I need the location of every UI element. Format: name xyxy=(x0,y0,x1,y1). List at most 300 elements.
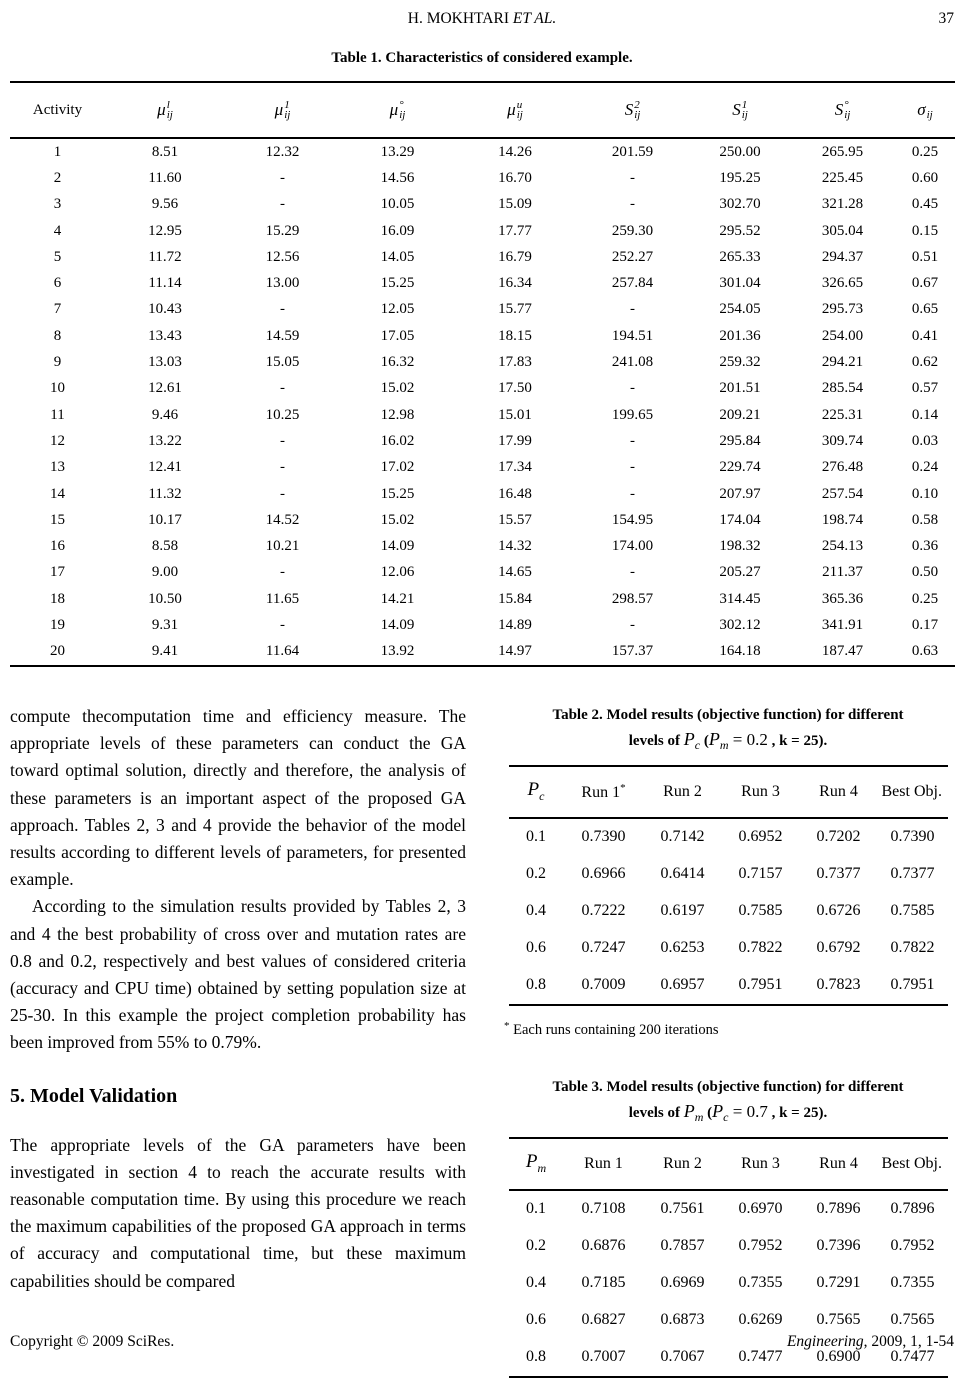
table1-cell: 276.48 xyxy=(821,459,864,476)
table1-cell: 0.63 xyxy=(895,639,955,666)
table1-row xyxy=(10,165,955,191)
table1-cell: 265.33 xyxy=(719,248,761,265)
table3-cell: 0.4 xyxy=(526,1274,546,1292)
caption-part: , k = 25). xyxy=(767,1104,828,1121)
caption-part: levels of xyxy=(628,1104,684,1121)
table1-cell: 295.84 xyxy=(719,432,761,449)
journal-reference xyxy=(787,1333,954,1351)
table1-cell: 205.27 xyxy=(719,564,761,581)
table1-cell: 9.46 xyxy=(151,406,179,423)
table2-cell: 0.6966 xyxy=(581,865,626,883)
table2-cell: 0.7377 xyxy=(890,865,935,883)
table1-cell: 17.05 xyxy=(380,327,415,344)
table1-cell: 15.01 xyxy=(498,406,532,423)
section-heading: 5. Model Validation xyxy=(10,1084,178,1107)
body-paragraph: compute thecomputation time and efficiency measure. The appropriate levels of these parameters can conduct the GA toward optimal solution, directly and therefore, the analysis of these parameters is an important aspect of the proposed GA approach. Tables 2, 3 and 4 provide the behavior of the model results according to different levels of parameters, for presented example. xyxy=(10,705,466,890)
table1-cell: - xyxy=(280,564,285,581)
table1-cell: 16.02 xyxy=(380,432,415,449)
table2-cell: 0.6957 xyxy=(644,967,722,1005)
right-column xyxy=(502,703,954,1378)
table3-column-header: Run 1 xyxy=(564,1138,644,1190)
table2-cell: 0.7823 xyxy=(800,967,878,1005)
table2-cell: 0.6 xyxy=(526,939,546,957)
table1-row xyxy=(10,376,955,402)
table1-cell: 2 xyxy=(53,169,62,186)
table1-cell: 12.98 xyxy=(380,406,415,423)
table1-cell: 10.21 xyxy=(265,538,300,555)
table1-cell: - xyxy=(280,169,285,186)
table1-cell: 12.56 xyxy=(265,248,300,265)
table2-cell: 0.7222 xyxy=(581,902,626,920)
table1-cell: 8.51 xyxy=(151,143,179,160)
math-symbol: S ° ij xyxy=(834,99,851,121)
table2-column-header: Best Obj. xyxy=(878,766,948,818)
table1-header-row xyxy=(10,82,955,138)
table1-cell: 201.36 xyxy=(719,327,761,344)
table3-row xyxy=(509,1228,948,1265)
table1-cell: 194.51 xyxy=(611,327,654,344)
table3-cell: 0.7067 xyxy=(644,1339,722,1377)
table3-cell: 0.6 xyxy=(526,1311,546,1329)
table3-row xyxy=(509,1265,948,1302)
table1-column-header xyxy=(790,82,895,138)
table1-cell: 7 xyxy=(53,301,62,318)
table1-cell: 211.37 xyxy=(822,564,863,581)
table1-cell: 294.37 xyxy=(821,248,864,265)
table1-cell: 365.36 xyxy=(821,590,864,607)
table1-body xyxy=(10,138,955,666)
table1-cell: 11 xyxy=(50,406,65,423)
table1-cell: 15.84 xyxy=(498,590,532,607)
table1-cell: 16.09 xyxy=(380,222,415,239)
table3-cell: 0.7291 xyxy=(816,1274,861,1292)
body-paragraph: The appropriate levels of the GA parameters have been investigated in section 4 to reach the accurate results with reasonable computation time. By using this procedure we reach the maximum capabilities of the proposed GA approach in terms of accuracy and computational time, but these maximum capabilities should be compared xyxy=(10,1134,466,1291)
page-number: 37 xyxy=(938,10,954,27)
caption-part: = 0.7 xyxy=(728,1101,768,1121)
math-symbol: S 2 ij xyxy=(624,99,641,121)
journal-name: Engineering xyxy=(786,1333,864,1350)
table1-cell: - xyxy=(280,616,285,633)
table1-cell: 14.56 xyxy=(380,169,415,186)
table1-cell: - xyxy=(630,564,635,581)
table2-cell: 0.7247 xyxy=(581,939,626,957)
table1-cell: 314.45 xyxy=(719,590,761,607)
table1-cell: 8.58 xyxy=(151,538,179,555)
table1-cell: 17.77 xyxy=(498,222,532,239)
table2-caption-line1: Table 2. Model results (objective function) for different xyxy=(552,706,904,723)
table3-column-header: Run 3 xyxy=(722,1138,800,1190)
table3-cell: 0.7355 xyxy=(738,1274,783,1292)
table2-cell: 0.7585 xyxy=(890,902,935,920)
table3-cell: 0.7857 xyxy=(660,1237,705,1255)
table1-cell: 252.27 xyxy=(611,248,654,265)
table2-caption-line2 xyxy=(628,728,828,752)
table1-cell: 0.62 xyxy=(911,354,939,371)
table3-cell: 0.6876 xyxy=(581,1237,626,1255)
table1-cell: 326.65 xyxy=(821,275,864,292)
caption-part: P xyxy=(683,728,695,749)
table1-cell: 259.30 xyxy=(611,222,654,239)
table1-cell: 20 xyxy=(10,639,105,666)
table2-cell: 0.7009 xyxy=(564,967,644,1005)
table3-cell: 0.7477 xyxy=(722,1339,800,1377)
table1-column-header xyxy=(690,82,790,138)
table1-cell: 15.29 xyxy=(265,222,300,239)
table1-cell: 209.21 xyxy=(719,406,761,423)
table1-cell: 254.13 xyxy=(821,538,864,555)
table3-cell: 0.7565 xyxy=(890,1311,935,1329)
table2-column-header: Run 4 xyxy=(800,766,878,818)
table1-cell: 0.24 xyxy=(911,459,939,476)
table1-cell: 11.32 xyxy=(148,485,182,502)
table3-cell: 0.2 xyxy=(526,1237,546,1255)
table1-cell: 11.72 xyxy=(148,248,182,265)
table2-column-header: $P_c$ xyxy=(509,766,564,818)
table2-cell: 0.7377 xyxy=(816,865,861,883)
table1-cell: 9.31 xyxy=(151,616,179,633)
table1-cell: 257.84 xyxy=(611,275,654,292)
table1-cell: 17.99 xyxy=(498,432,532,449)
running-head-authors: H. MOKHTARI xyxy=(407,10,513,27)
table1-cell: 15.05 xyxy=(265,354,300,371)
table3-cell: 0.7952 xyxy=(890,1237,935,1255)
table1-cell: 13.43 xyxy=(148,327,182,344)
table2-header-row xyxy=(509,766,948,818)
table3-cell: 0.7952 xyxy=(738,1237,783,1255)
table1-row xyxy=(10,481,955,507)
math-symbol: μ 1 ij xyxy=(274,99,291,121)
table3-cell: 0.7355 xyxy=(890,1274,935,1292)
footnote-asterisk: * xyxy=(504,1019,510,1032)
table1-cell: 302.70 xyxy=(719,196,761,213)
table1-cell: 0.65 xyxy=(911,301,939,318)
table3-cell: 0.7896 xyxy=(890,1200,935,1218)
table1-cell: 1 xyxy=(53,143,62,160)
table1-cell: 6 xyxy=(53,275,62,292)
table1-cell: 13.22 xyxy=(148,432,182,449)
table1-cell: 17.50 xyxy=(498,380,532,397)
table2-cell: 0.7951 xyxy=(878,967,948,1005)
table1-cell: 174.04 xyxy=(719,511,761,528)
table2-cell: 0.7390 xyxy=(581,828,626,846)
table2-footnote xyxy=(504,1020,954,1039)
table2-cell: 0.6414 xyxy=(660,865,705,883)
table1-cell: - xyxy=(630,169,635,186)
journal-issue: , 2009, 1, 1-54 xyxy=(863,1333,954,1350)
table3-cell: 0.6900 xyxy=(800,1339,878,1377)
table1-cell: 15 xyxy=(50,511,65,528)
table2-column-header: Run 3 xyxy=(722,766,800,818)
table1-cell: - xyxy=(630,616,635,633)
table1-cell: 12.61 xyxy=(148,380,182,397)
table1-cell: 13.03 xyxy=(148,354,182,371)
caption-part: m xyxy=(719,737,729,752)
table1-row xyxy=(10,507,955,533)
table1-cell: 0.15 xyxy=(911,222,939,239)
left-column xyxy=(10,703,466,1378)
table1-cell: - xyxy=(630,485,635,502)
table1-cell: 14.32 xyxy=(498,538,532,555)
table1-cell: 198.74 xyxy=(821,511,864,528)
table1-cell: 0.14 xyxy=(911,406,939,423)
table3-cell: 0.6969 xyxy=(660,1274,705,1292)
table2-cell: 0.6792 xyxy=(816,939,861,957)
table3-cell: 0.6269 xyxy=(738,1311,783,1329)
table3-column-header: Run 2 xyxy=(644,1138,722,1190)
table1-column-header xyxy=(895,82,955,138)
table2-cell: 0.7142 xyxy=(660,828,705,846)
table1-cell: 0.51 xyxy=(911,248,939,265)
table2 xyxy=(509,765,948,1006)
table1-row xyxy=(10,428,955,454)
table1-cell: 259.32 xyxy=(719,354,761,371)
table1-cell: 11.14 xyxy=(148,275,182,292)
table1-cell: 0.45 xyxy=(911,196,939,213)
table3-caption-line1: Table 3. Model results (objective function) for different xyxy=(552,1078,904,1095)
table1-cell: 14.59 xyxy=(265,327,300,344)
table1-cell: 13.92 xyxy=(340,639,455,666)
table3-cell: 0.6873 xyxy=(660,1311,705,1329)
table1-cell: 18 xyxy=(50,590,65,607)
table1-cell: 164.18 xyxy=(690,639,790,666)
table1-cell: 14.65 xyxy=(498,564,532,581)
body-paragraph: According to the simulation results provided by Tables 2, 3 and 4 the best probability of cross over and mutation rates are 0.8 and 0.2, respectively and best values of considered criteria (accuracy and CPU time) obtained by setting population size at 25-30. In this example the project completion probability has been improved from 55% to 0.79%. xyxy=(10,896,466,1053)
table1-cell: 15.25 xyxy=(380,485,415,502)
table1-cell: 265.95 xyxy=(821,143,864,160)
table3-cell: 0.7896 xyxy=(816,1200,861,1218)
running-head xyxy=(10,10,954,32)
table3-cell: 0.7396 xyxy=(816,1237,861,1255)
table1-cell: 10.25 xyxy=(265,406,300,423)
table1-cell: - xyxy=(630,459,635,476)
table3-caption xyxy=(502,1075,954,1129)
table2-caption xyxy=(502,703,954,757)
table1-cell: 0.41 xyxy=(911,327,939,344)
table1-cell: 14.09 xyxy=(380,616,415,633)
table3-cell: 0.7565 xyxy=(816,1311,861,1329)
table1-column-header xyxy=(455,82,575,138)
table2-body xyxy=(509,818,948,1005)
table1-cell: 10.05 xyxy=(380,196,415,213)
table1-row xyxy=(10,586,955,612)
table1-cell: 294.21 xyxy=(821,354,864,371)
math-symbol: S 1 ij xyxy=(732,99,748,121)
caption-part: c xyxy=(694,737,701,752)
math-symbol: μ u ij xyxy=(507,99,523,121)
table1-cell: 11.64 xyxy=(225,639,340,666)
table1-column-header xyxy=(340,82,455,138)
table1-cell: 12.95 xyxy=(148,222,182,239)
table1-cell: 301.04 xyxy=(719,275,761,292)
table1-cell: - xyxy=(280,301,285,318)
table1-cell: 0.67 xyxy=(911,275,939,292)
table1-column-header: Activity xyxy=(10,82,105,138)
table1-cell: 0.36 xyxy=(911,538,939,555)
table2-cell: 0.8 xyxy=(509,967,564,1005)
math-symbol: μ l ij xyxy=(157,99,173,121)
table1-cell: - xyxy=(630,301,635,318)
table2-column-header: Run 2 xyxy=(644,766,722,818)
table1-cell: 16.32 xyxy=(380,354,415,371)
table1-cell: 295.52 xyxy=(719,222,761,239)
table1-cell: 16.48 xyxy=(498,485,532,502)
table1-cell: - xyxy=(630,380,635,397)
table1-row xyxy=(10,402,955,428)
table1-row xyxy=(10,349,955,375)
table1-cell: 199.65 xyxy=(611,406,654,423)
table1-cell: 16.34 xyxy=(498,275,532,292)
table1-row xyxy=(10,218,955,244)
table1-cell: 15.77 xyxy=(498,301,532,318)
footnote-text: Each runs containing 200 iterations xyxy=(509,1021,719,1038)
table1-cell: 15.02 xyxy=(380,380,415,397)
table3-cell: 0.7477 xyxy=(878,1339,948,1377)
table1-column-header xyxy=(575,82,690,138)
table1-cell: 295.73 xyxy=(821,301,864,318)
table1-cell: 154.95 xyxy=(611,511,654,528)
caption-part: c xyxy=(723,1109,729,1124)
table1-cell: 9.41 xyxy=(105,639,225,666)
table1-row xyxy=(10,270,955,296)
table3-cell: 0.7561 xyxy=(660,1200,705,1218)
caption-part: ( xyxy=(703,1104,713,1121)
table1-cell: 241.08 xyxy=(611,354,654,371)
table1-row xyxy=(10,192,955,218)
table1-cell: 13.29 xyxy=(380,143,415,160)
math-symbol: μ ° ij xyxy=(389,99,406,121)
table3-row xyxy=(509,1190,948,1228)
table1-cell: 0.60 xyxy=(911,169,939,186)
table2-cell: 0.1 xyxy=(526,828,546,846)
copyright-notice: Copyright © 2009 SciRes. xyxy=(10,1333,175,1350)
table2-column-header: Run 1* xyxy=(564,766,644,818)
table2-cell: 0.7202 xyxy=(816,828,861,846)
table1-cell: 225.45 xyxy=(821,169,864,186)
table1-cell: 0.58 xyxy=(911,511,939,528)
table1-cell: 302.12 xyxy=(719,616,761,633)
table1-cell: 17.34 xyxy=(498,459,532,476)
table1-row xyxy=(10,533,955,559)
table2-cell: 0.7822 xyxy=(890,939,935,957)
table1-cell: 12 xyxy=(50,432,65,449)
table1-cell: 17 xyxy=(50,564,65,581)
table1-cell: - xyxy=(630,196,635,213)
table1-cell: - xyxy=(280,380,285,397)
caption-part: ( xyxy=(700,732,709,749)
two-column-section xyxy=(10,703,954,1378)
table1-cell: 14 xyxy=(50,485,65,502)
table1-cell: 14.21 xyxy=(380,590,415,607)
table3-cell: 0.7108 xyxy=(581,1200,626,1218)
table1-cell: 198.32 xyxy=(719,538,761,555)
caption-part: levels of xyxy=(628,732,684,749)
table1-cell: 15.02 xyxy=(380,511,415,528)
caption-part: P xyxy=(708,728,720,749)
caption-part: P xyxy=(683,1100,695,1121)
table1-cell: 11.60 xyxy=(148,169,182,186)
table1-cell: 15.25 xyxy=(380,275,415,292)
page-footer xyxy=(10,1333,954,1351)
table2-row xyxy=(509,967,948,1005)
table1-cell: 19 xyxy=(50,616,65,633)
running-head-etal: ET AL. xyxy=(512,10,557,27)
table1-caption: Table 1. Characteristics of considered example. xyxy=(331,50,633,66)
table1-cell: 9.00 xyxy=(151,564,179,581)
table1-row xyxy=(10,612,955,638)
table1-cell: 16.70 xyxy=(498,169,532,186)
table2-cell: 0.7157 xyxy=(738,865,783,883)
table1-cell: 0.17 xyxy=(911,616,939,633)
table1-cell: 305.04 xyxy=(821,222,864,239)
table1-cell: 0.50 xyxy=(911,564,939,581)
table2-cell: 0.4 xyxy=(526,902,546,920)
table1-cell: 9 xyxy=(53,354,62,371)
table1-cell: 0.57 xyxy=(911,380,939,397)
table1-cell: 13.00 xyxy=(265,275,300,292)
table2-cell: 0.6952 xyxy=(738,828,783,846)
caption-part: m xyxy=(694,1109,704,1124)
table1-cell: 0.10 xyxy=(911,485,939,502)
table1-cell: 14.89 xyxy=(498,616,532,633)
table1-cell: 10.17 xyxy=(148,511,182,528)
table1-cell: 14.26 xyxy=(498,143,532,160)
table1-cell: 12.06 xyxy=(380,564,415,581)
table2-cell: 0.7822 xyxy=(738,939,783,957)
table1-column-header xyxy=(105,82,225,138)
table1-cell: 5 xyxy=(53,248,62,265)
table3-caption-line2 xyxy=(628,1100,828,1124)
table1-cell: 15.09 xyxy=(498,196,532,213)
table1-cell: 16.79 xyxy=(498,248,532,265)
table2-row xyxy=(509,856,948,893)
table1-cell: 285.54 xyxy=(821,380,864,397)
table1-row xyxy=(10,244,955,270)
table1-column-header xyxy=(225,82,340,138)
table1-cell: 341.91 xyxy=(821,616,864,633)
table1-cell: 16 xyxy=(50,538,65,555)
table1-cell: 0.03 xyxy=(911,432,939,449)
table1-cell: - xyxy=(280,432,285,449)
table1-cell: 13 xyxy=(50,459,65,476)
table1-cell: 14.52 xyxy=(265,511,300,528)
table1-cell: - xyxy=(280,485,285,502)
table2-row xyxy=(509,893,948,930)
table1-cell: 8 xyxy=(53,327,62,344)
table1-cell: 3 xyxy=(53,196,62,213)
table1-cell: 14.05 xyxy=(380,248,415,265)
table1-cell: 14.97 xyxy=(455,639,575,666)
table1-cell: 12.05 xyxy=(380,301,415,318)
table1-cell: 225.31 xyxy=(821,406,864,423)
table3-column-header: Run 4 xyxy=(800,1138,878,1190)
table3-header-row xyxy=(509,1138,948,1190)
table3-column-header: $P_m$ xyxy=(509,1138,564,1190)
table2-cell: 0.6726 xyxy=(816,902,861,920)
table1-row xyxy=(10,297,955,323)
table1-cell: 12.41 xyxy=(148,459,182,476)
table1-cell: 195.25 xyxy=(719,169,761,186)
table3-cell: 0.1 xyxy=(526,1200,546,1218)
table1-cell: 201.59 xyxy=(611,143,654,160)
table1-row xyxy=(10,455,955,481)
table3-cell: 0.7185 xyxy=(581,1274,626,1292)
table1-cell: 229.74 xyxy=(719,459,761,476)
table1-cell: 207.97 xyxy=(719,485,761,502)
table1-cell: 254.05 xyxy=(719,301,761,318)
table2-cell: 0.7585 xyxy=(738,902,783,920)
table1-cell: - xyxy=(280,459,285,476)
table3-cell: 0.7007 xyxy=(564,1339,644,1377)
